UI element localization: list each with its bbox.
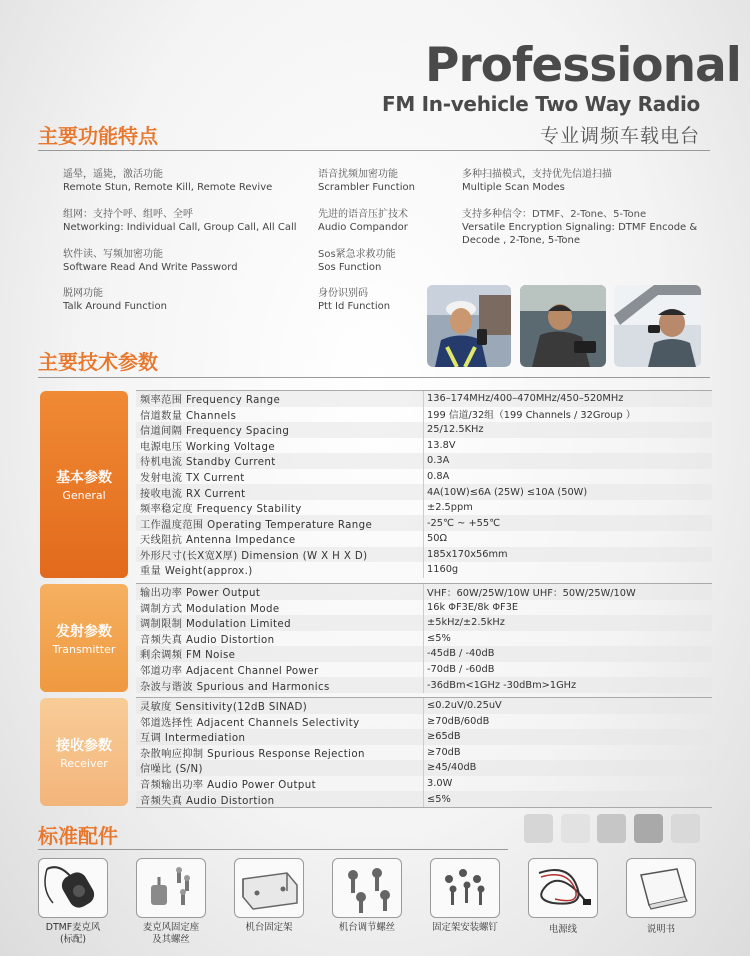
- spec-label: 灵敏度 Sensitivity(12dB SINAD): [140, 702, 308, 714]
- feature-item: 遥晕，遥毙，激活功能 Remote Stun, Remote Kill, Remote Revive: [63, 169, 273, 193]
- spec-value: 136–174MHz/400–470MHz/450–520MHz: [427, 393, 624, 405]
- spec-value: ≤5%: [427, 632, 451, 644]
- spec-column-divider: [423, 391, 424, 578]
- spec-label: 频率范围 Frequency Range: [140, 395, 281, 407]
- accessory-label: 机台调节螺丝: [338, 922, 396, 933]
- manual-icon: [626, 858, 696, 918]
- spec-row: [136, 547, 712, 563]
- color-swatch: [597, 814, 626, 843]
- features-heading: 主要功能特点: [38, 124, 158, 148]
- spec-column-divider: [423, 584, 424, 693]
- spec-label: 外形尺寸(长X宽X厚) Dimension (W X H X D): [140, 550, 368, 562]
- spec-value: 1160g: [427, 564, 459, 576]
- accessories-heading: 标准配件: [38, 824, 118, 848]
- feature-item: 脱网功能 Talk Around Function: [63, 288, 167, 312]
- feature-item: 软件读、写频加密功能 Software Read And Write Password: [63, 249, 238, 273]
- spec-value: 13.8V: [427, 439, 456, 451]
- spec-value: 25/12.5KHz: [427, 424, 484, 436]
- spec-value: -45dB / -40dB: [427, 648, 495, 660]
- spec-row: [136, 562, 712, 578]
- spec-table-bottom: [136, 807, 712, 808]
- spec-label: 剩余调频 FM Noise: [140, 650, 236, 662]
- spec-label: 输出功率 Power Output: [140, 588, 261, 600]
- spec-label: 频率稳定度 Frequency Stability: [140, 504, 302, 516]
- accessories-divider: [38, 849, 508, 850]
- spec-row: [136, 615, 712, 631]
- spec-row: [136, 500, 712, 516]
- spec-row: [136, 438, 712, 454]
- knob-screws-icon: [332, 858, 402, 918]
- spec-value: VHF：60W/25W/10W UHF：50W/25W/10W: [427, 587, 636, 599]
- spec-label: 邻道选择性 Adjacent Channels Selectivity: [140, 717, 360, 729]
- microphone-icon: [38, 858, 108, 918]
- spec-label: 杂散响应抑制 Spurious Response Rejection: [140, 748, 365, 760]
- power-cable-icon: [528, 858, 598, 918]
- spec-label: 邻道功率 Adjacent Channel Power: [140, 666, 319, 678]
- feature-item: Sos紧急求救功能 Sos Function: [318, 249, 396, 273]
- page-title: Professional: [425, 38, 741, 93]
- spec-group-transmitter: 发射参数 Transmitter: [40, 584, 128, 692]
- feature-item: 身份识别码 Ptt Id Function: [318, 288, 391, 312]
- spec-row: [136, 714, 712, 730]
- color-swatch: [524, 814, 553, 843]
- spec-row: [136, 531, 712, 547]
- spec-label: 音频失真 Audio Distortion: [140, 634, 275, 646]
- accessory-label: 机台固定架: [245, 922, 293, 933]
- mounting-bracket-icon: [234, 858, 304, 918]
- spec-row: [136, 422, 712, 438]
- color-swatch: [634, 814, 663, 843]
- spec-label: 音频输出功率 Audio Power Output: [140, 780, 316, 792]
- spec-value: 0.3A: [427, 455, 450, 467]
- feature-item: 支持多种信令：DTMF、2-Tone、5-Tone Versatile Encryption Signaling: DTMF Encode & Decode , 2-Tone, 5-Tone: [462, 209, 698, 246]
- spec-label: 信噪比 (S/N): [140, 764, 203, 776]
- spec-value: ≥70dB/60dB: [427, 715, 490, 727]
- spec-row: [136, 515, 712, 531]
- spec-row: [136, 729, 712, 745]
- spec-label: 调制方式 Modulation Mode: [140, 603, 280, 615]
- spec-label: 电源电压 Working Voltage: [140, 441, 275, 453]
- spec-label: 信道间隔 Frequency Spacing: [140, 426, 290, 438]
- feature-item: 组网：支持个呼、组呼、全呼 Networking: Individual Call, Group Call, All Call: [63, 209, 297, 233]
- spec-value: -25℃ ~ +55℃: [427, 517, 501, 529]
- feature-item: 先进的语音压扩技术 Audio Compandor: [318, 209, 408, 233]
- spec-value: 185x170x56mm: [427, 548, 508, 560]
- spec-value: 16k ΦF3E/8k ΦF3E: [427, 601, 519, 613]
- photo-car-radio: [614, 285, 701, 367]
- features-divider: [38, 150, 710, 151]
- spec-row: [136, 760, 712, 776]
- spec-label: 杂波与谐波 Spurious and Harmonics: [140, 681, 330, 693]
- spec-row: [136, 469, 712, 485]
- spec-value: ≤0.2uV/0.25uV: [427, 700, 502, 712]
- spec-group-receiver: 接收参数 Receiver: [40, 698, 128, 806]
- spec-value: ≥65dB: [427, 731, 461, 743]
- page-subtitle-cn: 专业调频车载电台: [539, 125, 700, 147]
- feature-item: 语音扰频加密功能 Scrambler Function: [318, 169, 415, 193]
- spec-label: 天线阻抗 Antenna Impedance: [140, 535, 296, 547]
- spec-label: 接收电流 RX Current: [140, 488, 246, 500]
- spec-label: 互调 Intermediation: [140, 733, 246, 745]
- spec-row: [136, 484, 712, 500]
- spec-row: [136, 600, 712, 616]
- spec-row: [136, 745, 712, 761]
- spec-row: [136, 391, 712, 407]
- spec-value: -70dB / -60dB: [427, 664, 495, 676]
- spec-label: 调制限制 Modulation Limited: [140, 619, 291, 631]
- spec-value: ≤5%: [427, 793, 451, 805]
- spec-value: ≥45/40dB: [427, 762, 477, 774]
- accessory-label: 固定架安装螺钉: [432, 922, 498, 933]
- spec-row: [136, 453, 712, 469]
- spec-row: [136, 662, 712, 678]
- mic-bracket-icon: [136, 858, 206, 918]
- spec-value: 50Ω: [427, 533, 447, 545]
- spec-value: ±5kHz/±2.5kHz: [427, 617, 505, 629]
- screws-icon: [430, 858, 500, 918]
- specs-divider: [38, 377, 710, 378]
- feature-item: 多种扫描模式，支持优先信道扫描 Multiple Scan Modes: [462, 169, 612, 193]
- color-swatch: [561, 814, 590, 843]
- spec-value: ≥70dB: [427, 746, 461, 758]
- spec-row: [136, 631, 712, 647]
- spec-row: [136, 677, 712, 693]
- spec-label: 重量 Weight(approx.): [140, 566, 253, 578]
- spec-value: 3.0W: [427, 778, 453, 790]
- accessory-label: 电源线: [548, 924, 578, 935]
- spec-column-divider: [423, 698, 424, 807]
- accessory-label: 麦克风固定座 及其螺丝: [142, 922, 200, 945]
- spec-label: 发射电流 TX Current: [140, 473, 245, 485]
- accessory-label: DTMF麦克风 (标配): [45, 922, 101, 945]
- page-subtitle: FM In-vehicle Two Way Radio: [381, 92, 700, 116]
- spec-label: 工作温度范围 Operating Temperature Range: [140, 519, 373, 531]
- spec-label: 音频失真 Audio Distortion: [140, 795, 275, 807]
- specs-heading: 主要技术参数: [38, 350, 158, 374]
- spec-group-general: 基本参数 General: [40, 391, 128, 578]
- spec-label: 待机电流 Standby Current: [140, 457, 276, 469]
- spec-label: 信道数量 Channels: [140, 410, 237, 422]
- spec-row: [136, 646, 712, 662]
- spec-row: [136, 791, 712, 807]
- photo-driver-radio: [520, 285, 606, 367]
- spec-value: ±2.5ppm: [427, 502, 473, 514]
- spec-row: [136, 407, 712, 423]
- spec-row: [136, 698, 712, 714]
- photo-officer-radio: [427, 285, 511, 367]
- spec-value: 199 信道/32组（199 Channels / 32Group ）: [427, 410, 636, 422]
- spec-value: 0.8A: [427, 471, 450, 483]
- spec-value: 4A(10W)≤6A (25W) ≤10A (50W): [427, 486, 588, 498]
- color-swatch: [671, 814, 700, 843]
- spec-row: [136, 584, 712, 600]
- spec-value: -36dBm<1GHz -30dBm>1GHz: [427, 679, 577, 691]
- spec-row: [136, 776, 712, 792]
- accessory-label: 说明书: [646, 924, 676, 935]
